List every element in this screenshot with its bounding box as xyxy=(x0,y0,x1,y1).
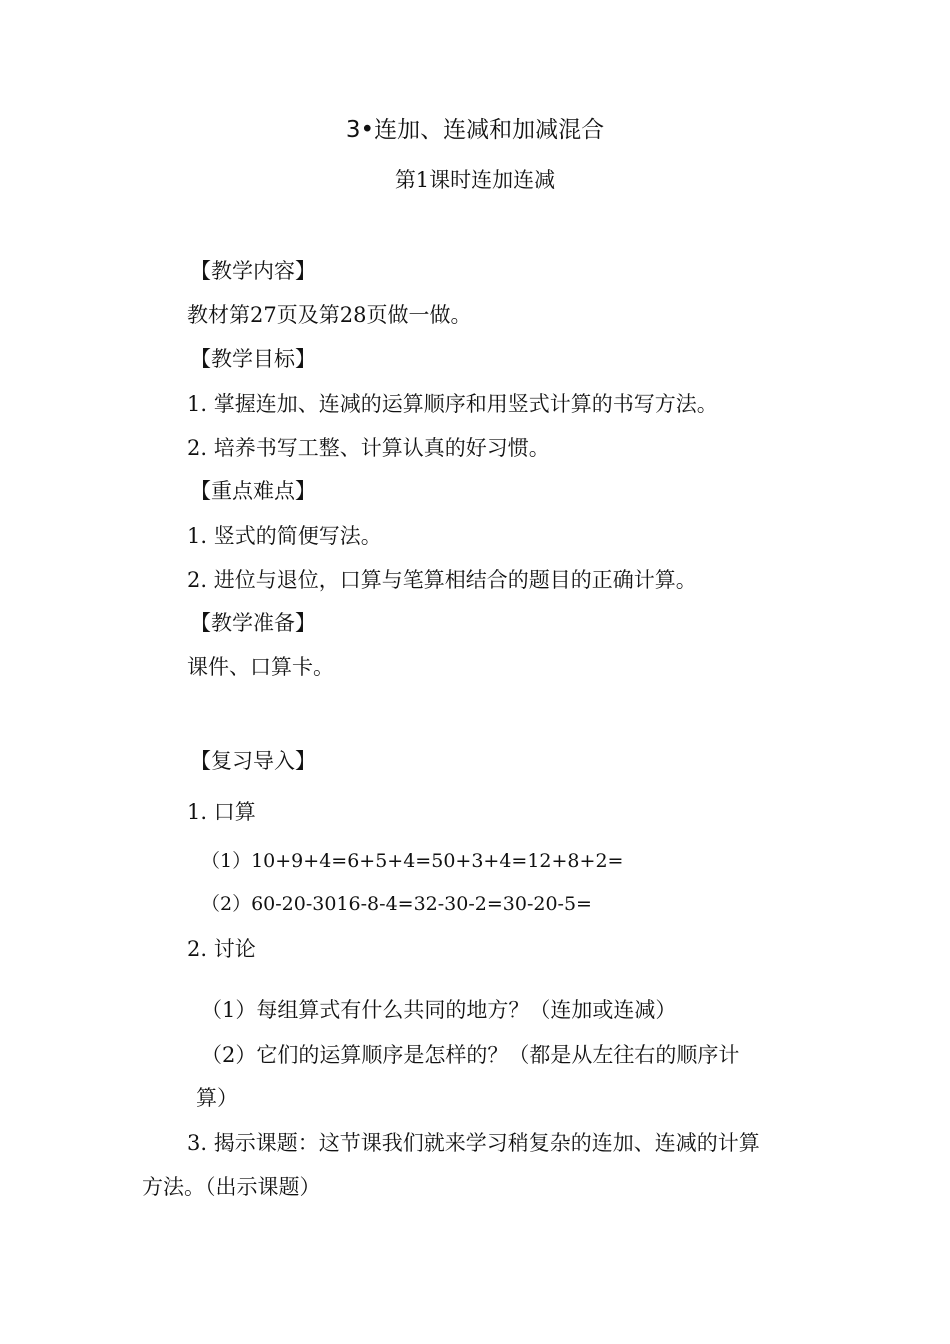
review-item-2b-line2: 算） xyxy=(196,1086,238,1110)
review-item-1: 1. 口算 xyxy=(187,800,256,824)
page-subtitle: 第1课时连加连减 xyxy=(394,168,556,192)
review-item-3-line2: 方法。（出示课题） xyxy=(142,1175,321,1199)
review-item-1b: （2）60-20-3016-8-4=32-30-2=30-20-5= xyxy=(201,893,592,915)
prep-text: 课件、口算卡。 xyxy=(187,655,334,679)
review-item-3-line1: 3. 揭示课题：这节课我们就来学习稍复杂的连加、连减的计算 xyxy=(187,1131,760,1155)
review-item-2b-line1: （2）它们的运算顺序是怎样的？（都是从左往右的顺序计 xyxy=(201,1043,740,1067)
review-item-2a: （1）每组算式有什么共同的地方？（连加或连减） xyxy=(201,998,677,1022)
prep-heading: 【教学准备】 xyxy=(190,611,316,635)
goal-item-2: 2. 培养书写工整、计算认真的好习惯。 xyxy=(187,436,550,460)
goal-item-1: 1. 掌握连加、连减的运算顺序和用竖式计算的书写方法。 xyxy=(187,392,718,416)
focus-item-2: 2. 进位与退位，口算与笔算相结合的题目的正确计算。 xyxy=(187,568,697,592)
review-heading: 【复习导入】 xyxy=(190,749,316,773)
goals-heading: 【教学目标】 xyxy=(190,347,316,371)
review-item-2: 2. 讨论 xyxy=(187,937,256,961)
review-item-1a: （1）10+9+4=6+5+4=50+3+4=12+8+2= xyxy=(201,850,624,872)
focus-item-1: 1. 竖式的简便写法。 xyxy=(187,524,382,548)
content-heading: 【教学内容】 xyxy=(190,259,316,283)
content-text: 教材第27页及第28页做一做。 xyxy=(187,303,472,327)
page-title: 3•连加、连减和加减混合 xyxy=(345,117,605,143)
focus-heading: 【重点难点】 xyxy=(190,479,316,503)
